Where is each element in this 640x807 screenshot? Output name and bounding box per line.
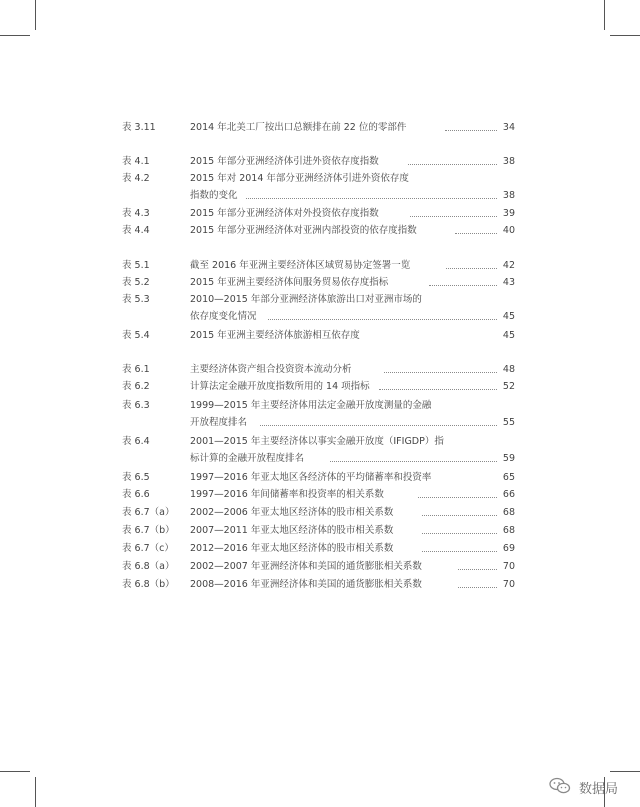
page-number: 68 [502,525,515,536]
table-number: 表 5.1 [122,260,150,271]
page-number: 39 [502,208,515,219]
toc-entry[interactable] [0,576,640,594]
table-caption-continued: 开放程度排名 [190,417,248,428]
table-number: 表 4.4 [122,225,150,236]
toc-entry[interactable] [0,291,640,327]
dot-leader [246,198,497,199]
table-number: 表 4.1 [122,156,150,167]
table-number: 表 3.11 [122,122,156,133]
toc-entry[interactable] [0,257,640,275]
table-caption: 2012—2016 年亚太地区经济体的股市相关系数 [190,543,394,554]
dot-leader [330,461,497,462]
dot-leader [429,285,497,286]
watermark-text: 数据局 [578,782,618,797]
table-caption: 1997—2016 年间储蓄率和投资率的相关系数 [190,489,384,500]
table-number: 表 5.3 [122,294,150,305]
page-number: 68 [502,507,515,518]
toc-entry[interactable] [0,119,640,137]
toc-entry[interactable] [0,274,640,292]
table-caption: 2015 年亚洲主要经济体间服务贸易依存度指标 [190,277,389,288]
table-caption: 1999—2015 年主要经济体用法定金融开放度测量的金融 [190,400,432,411]
dot-leader [418,497,497,498]
page-number: 40 [502,225,515,236]
table-caption: 2001—2015 年主要经济体以事实金融开放度（IFIGDP）指 [190,436,444,447]
dot-leader [458,569,497,570]
table-number: 表 6.1 [122,364,150,375]
page-number: 45 [502,311,515,322]
table-caption-continued: 依存度变化情况 [190,311,257,322]
page-number: 59 [502,453,515,464]
page-number: 70 [502,561,515,572]
table-caption-continued: 标计算的金融开放程度排名 [190,453,305,464]
page-number: 52 [502,381,515,392]
table-number: 表 6.7（c） [122,543,174,554]
table-caption-continued: 指数的变化 [190,190,238,201]
table-number: 表 6.3 [122,400,150,411]
toc-entry[interactable] [0,558,640,576]
page-number: 42 [502,260,515,271]
table-number: 表 6.8（a） [122,561,175,572]
dot-leader [422,515,497,516]
table-caption: 2002—2007 年亚洲经济体和美国的通货膨胀相关系数 [190,561,422,572]
table-number: 表 6.7（a） [122,507,175,518]
table-number: 表 4.2 [122,173,150,184]
dot-leader [384,372,497,373]
page-number: 70 [502,579,515,590]
toc-entry[interactable] [0,469,640,487]
table-number: 表 4.3 [122,208,150,219]
dot-leader [410,216,497,217]
page-number: 38 [502,156,515,167]
dot-leader [455,233,497,234]
table-number: 表 6.8（b） [122,579,175,590]
dot-leader [379,389,497,390]
page-number: 48 [502,364,515,375]
toc-entry[interactable] [0,540,640,558]
table-caption: 主要经济体资产组合投资资本流动分析 [190,364,352,375]
table-caption: 2014 年北美工厂按出口总额排在前 22 位的零部件 [190,122,407,133]
toc-entry[interactable] [0,361,640,379]
page-number: 45 [502,330,515,341]
toc-entry[interactable] [0,327,640,345]
table-number: 表 6.5 [122,472,150,483]
toc-entry[interactable] [0,522,640,540]
toc-entry[interactable] [0,486,640,504]
table-caption: 2015 年部分亚洲经济体引进外资依存度指数 [190,156,379,167]
toc-entry[interactable] [0,170,640,206]
table-caption: 截至 2016 年亚洲主要经济体区域贸易协定签署一览 [190,260,411,271]
table-caption: 1997—2016 年亚太地区各经济体的平均储蓄率和投资率 [190,472,432,483]
toc-entry[interactable] [0,378,640,396]
toc-entry[interactable] [0,397,640,433]
table-caption: 计算法定金融开放度指数所用的 14 项指标 [190,381,370,392]
dot-leader [268,319,497,320]
page-number: 55 [502,417,515,428]
dot-leader [445,130,497,131]
table-caption: 2015 年部分亚洲经济体对亚洲内部投资的依存度指数 [190,225,417,236]
table-caption: 2015 年对 2014 年部分亚洲经济体引进外资依存度 [190,173,409,184]
watermark [549,777,618,799]
table-caption: 2015 年亚洲主要经济体旅游相互依存度 [190,330,360,341]
table-number: 表 6.6 [122,489,150,500]
dot-leader [458,587,497,588]
table-caption: 2010—2015 年部分亚洲经济体旅游出口对亚洲市场的 [190,294,422,305]
page-number: 69 [502,543,515,554]
table-caption: 2002—2006 年亚太地区经济体的股市相关系数 [190,507,394,518]
dot-leader [446,268,497,269]
toc-entry[interactable] [0,222,640,240]
dot-leader [422,533,497,534]
toc-entry[interactable] [0,433,640,469]
table-number: 表 5.2 [122,277,150,288]
dot-leader [260,425,497,426]
table-number: 表 6.4 [122,436,150,447]
table-number: 表 6.7（b） [122,525,175,536]
wechat-icon [549,777,571,803]
toc-entry[interactable] [0,153,640,171]
toc-entry[interactable] [0,504,640,522]
table-number: 表 5.4 [122,330,150,341]
page-number: 43 [502,277,515,288]
page-number: 65 [502,472,515,483]
page-number: 66 [502,489,515,500]
dot-leader [422,551,497,552]
toc-entry[interactable] [0,205,640,223]
table-number: 表 6.2 [122,381,150,392]
page-number: 38 [502,190,515,201]
table-caption: 2007—2011 年亚太地区经济体的股市相关系数 [190,525,394,536]
table-caption: 2015 年部分亚洲经济体对外投资依存度指数 [190,208,379,219]
page-number: 34 [502,122,515,133]
dot-leader [408,164,497,165]
table-caption: 2008—2016 年亚洲经济体和美国的通货膨胀相关系数 [190,579,422,590]
